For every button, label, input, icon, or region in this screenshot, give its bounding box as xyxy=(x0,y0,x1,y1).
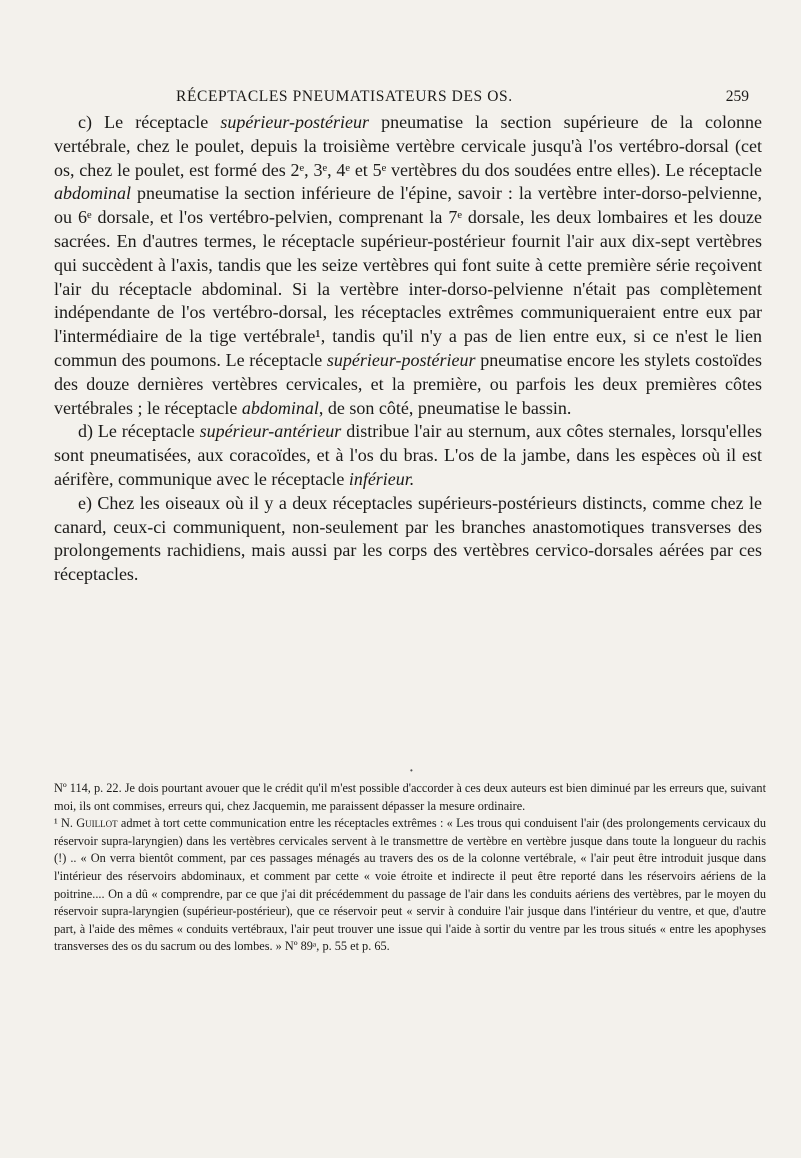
italic-term: supérieur-postérieur xyxy=(326,349,476,370)
text-run: , de son côté, pneumatise le bassin. xyxy=(318,397,572,418)
footnote-carry-over: Nº 114, p. 22. Je dois pourtant avouer que le crédit qu'il m'est possible d'accorder à ces deux auteurs est bien diminué par les erreurs que, suivant moi, ils ont commises, erreurs qui, chez Jacquemin, me paraissent dépasser la mesure ordinaire. xyxy=(54,781,766,813)
italic-term: supérieur-antérieur xyxy=(199,421,342,442)
italic-term: inférieur. xyxy=(348,468,415,489)
running-title: RÉCEPTACLES PNEUMATISATEURS DES OS. xyxy=(176,88,513,105)
footnote-1-text: admet à tort cette communication entre les réceptacles extrêmes : « Les trous qui conduisent l'air (des prolongements cervicaux du réservoir supra-laryngien) dans les vertèbres cervicales servent à le transmettre de vertèbre en vertèbre jusque dans toute la longueur du rachis (!) .. « On verra bientôt comment, par ces passages ménagés au travers des os de la colonne vertébrale, « l'air peut être introduit jusque dans l'intérieur des réservoirs abdominaux, et comment par cette « voie étroite et indirecte il peut être reporté dans les réservoirs aériens de la poitrine.... On a dû « comprendre, par ce que j'ai dit précédemment du passage de l'air dans les conduits aériens des vertèbres, par le moyen du réservoir supra-laryngien (supérieur-postérieur), que ce réservoir peut « servir à conduire l'air jusque dans l'intérieur du ventre, et que, d'autre part, à l'aide des mêmes « conduits vertébraux, l'air peut trouver une issue qui l'aide à sortir du ventre par les trous situés « entre les apophyses transverses des os du sacrum ou des lombes. » Nº 89ᵃ, p. 55 et p. 65. xyxy=(54,816,766,954)
italic-term: supérieur-postérieur xyxy=(220,112,370,132)
italic-term: abdominal xyxy=(54,183,132,204)
paragraph-e: e) Chez les oiseaux où il y a deux réceptacles supérieurs-postérieurs distincts, comme chez le canard, ceux-ci communiquent, non-seulement par les branches anastomotiques transverses des prolongements rachidiens, mais aussi par les corps des vertèbres cervico-dorsales aérées par ces réceptacles. xyxy=(54,492,762,585)
text-run: pneumatise la section inférieure de l'épine, savoir : la vertèbre inter-dorso-pelvienne, ou 6ᵉ dorsale, et l'os vertébro-pelvien, comprenant la 7ᵉ dorsale, les deux lombaires et les douze sacrées. En d'autres termes, le réceptacle supérieur-postérieur fournit l'air aux dix-sept vertèbres qui succèdent à l'axis, tandis que les seize vertèbres qui font suite à cette première série reçoivent l'air du réceptacle abdominal. Si la vertèbre inter-dorso-pelvienne n'était pas complètement indépendante de l'os vertébro-dorsal, les réceptacles extrêmes communiqueraient entre eux par l'intermédiaire de la tige vertébrale¹, tandis qu'il n'y a pas de lien entre eux, si ce n'est le lien commun des poumons. Le réceptacle xyxy=(54,183,762,370)
text-run: pneumatise encore les stylets costoïdes des douze dernières vertèbres cervicales, et la première, ou parfois les deux premières côtes vertébrales ; le réceptacle xyxy=(54,349,762,418)
paragraph-c xyxy=(54,111,762,420)
footnote-1 xyxy=(54,815,766,956)
text-run: c) Le réceptacle xyxy=(78,112,221,132)
paragraph-d xyxy=(54,420,762,491)
footnote-1-author: Guillot xyxy=(76,816,118,831)
footnotes xyxy=(54,780,766,956)
page-number: 259 xyxy=(725,88,749,105)
footnote-1-marker: ¹ N. xyxy=(54,816,77,831)
separator-mark: • xyxy=(410,766,413,775)
text-run: distribue l'air au sternum, aux côtes sternales, lorsqu'elles sont pneumatisées, aux coracoïdes, et à l'os du bras. L'os de la jambe, dans les espèces où il est aérifère, communique avec le réceptacle xyxy=(54,421,763,489)
text-run: d) Le réceptacle xyxy=(78,421,200,442)
running-head xyxy=(54,88,763,112)
italic-term: abdominal xyxy=(241,397,319,418)
body-text xyxy=(54,111,762,587)
text-run: pneumatise la section supérieure de la colonne vertébrale, chez le poulet, depuis la troisième vertèbre cervicale jusqu'à l'os vertébro-dorsal (cet os, chez le poulet, est formé des 2ᵉ, 3ᵉ, 4ᵉ et 5ᵉ vertèbres du dos soudées entre elles). Le réceptacle xyxy=(54,112,763,180)
